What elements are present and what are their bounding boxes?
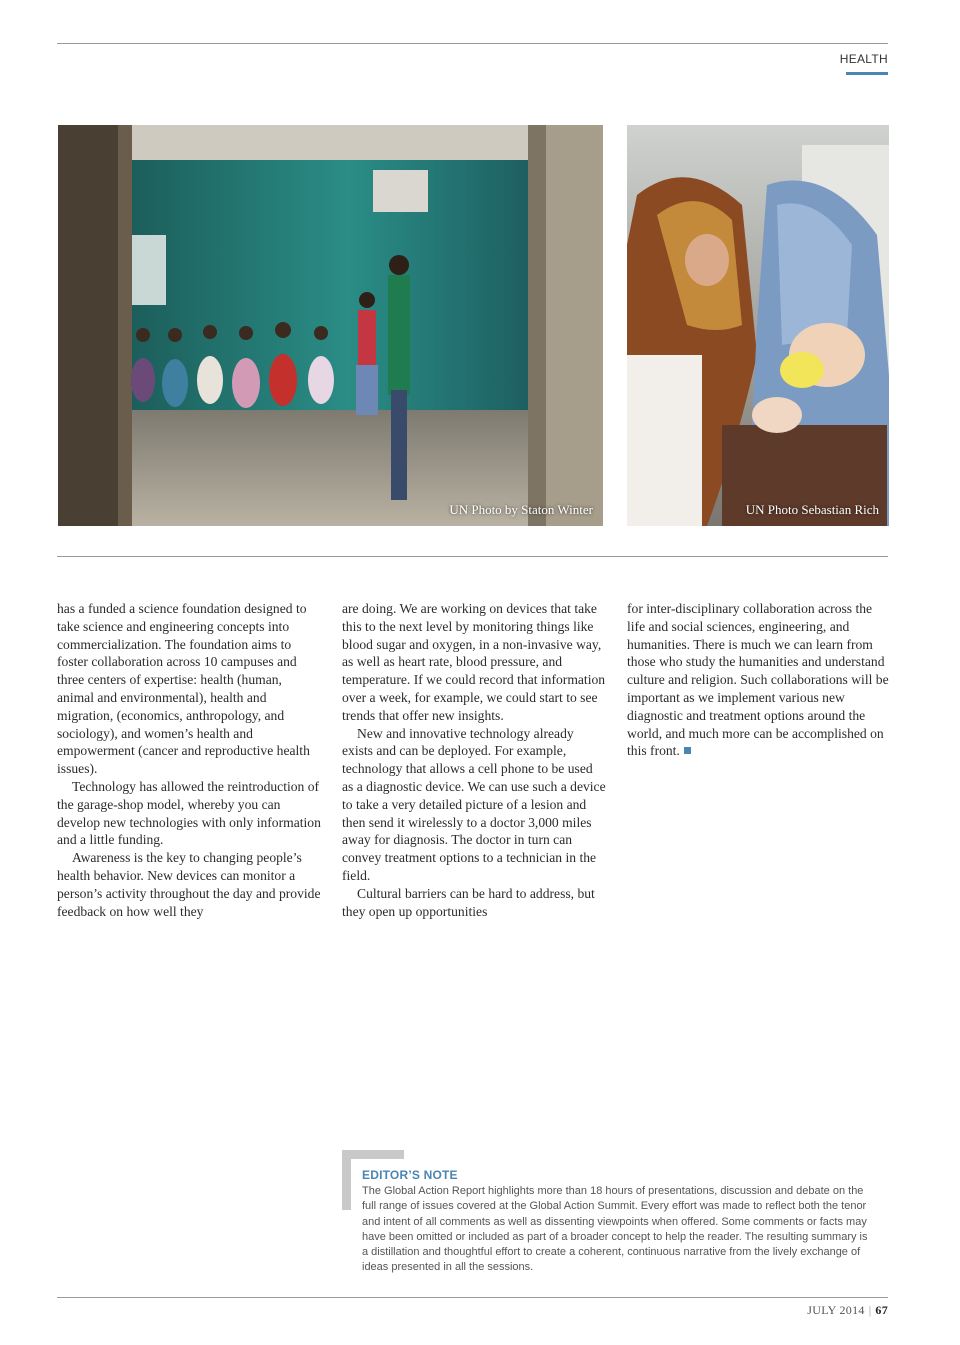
paragraph: Awareness is the key to changing people’s health behavior. New devices can monitor a person’s activity throughout the day and provide feedback on how well they: [57, 850, 321, 919]
vaccination-photo: [627, 125, 889, 526]
clinic-photo-illustration: [58, 125, 603, 526]
clinic-waiting-room-photo: [58, 125, 603, 526]
editors-note-body: The Global Action Report highlights more than 18 hours of presentations, discussion and debate on the full range of issues covered at the Global Action Summit. Every effort was made to reflect both the tenor and intent of all comments as well as dissenting viewpoints when offered. Some comments or facts may have been omitted or included as part of a broader concept to help the reader. The resulting summary is a distillation and thoughtful effort to create a coherent, continuous narrative from the lively exchange of ideas presented in all the sessions.: [362, 1185, 868, 1274]
article-column-2: [342, 600, 607, 920]
note-bracket-vertical: [342, 1150, 351, 1210]
note-bracket-horizontal: [342, 1150, 404, 1159]
article-column-1: [57, 600, 322, 920]
section-underline: [846, 72, 888, 75]
article-column-3: [627, 600, 892, 760]
footer-rule: [57, 1297, 888, 1298]
page-footer: [807, 1303, 888, 1318]
paragraph: has a funded a science foundation designed to take science and engineering concepts into commercialization. The foundation aims to foster collaboration across 10 campuses and three centers of expertise: health (human, animal and environmental), health and migration, (economics, anthropology, and sociology), and women’s health and empowerment (cancer and reproductive health issues).: [57, 601, 310, 777]
end-of-article-mark: [684, 747, 691, 754]
photo-credit-left: UN Photo by Staton Winter: [449, 502, 593, 517]
section-label: HEALTH: [839, 52, 888, 66]
paragraph-text: for inter-disciplinary collaboration across the life and social sciences, engineering, and humanities. There is much we can learn from those who study the humanities and understand culture and religion. Such collaborations will be important as we implement various new diagnostic and treatment options around the world, and much more can be accomplished on this front.: [627, 601, 889, 759]
photo-credit-right: UN Photo Sebastian Rich: [745, 502, 879, 517]
top-rule: [57, 43, 888, 44]
paragraph: Cultural barriers can be hard to address, but they open up opportunities: [342, 885, 595, 919]
photo-bottom-rule: [57, 556, 888, 557]
vaccination-photo-illustration: [627, 125, 889, 526]
footer-separator: |: [868, 1303, 872, 1317]
issue-date: JULY 2014: [807, 1303, 865, 1317]
paragraph: [627, 600, 892, 760]
paragraph: Technology has allowed the reintroduction of the garage-shop model, whereby you can develop new technologies with only information and a little funding.: [57, 778, 321, 848]
editors-note-title: EDITOR’S NOTE: [362, 1168, 458, 1182]
paragraph: New and innovative technology already exists and can be deployed. For example, technology that allows a cell phone to be used as a diagnostic device. We can use such a device to take a very detailed picture of a lesion and then send it wirelessly to a doctor 3,000 miles away for diagnosis. The doctor in turn can convey treatment options to a technician in the field.: [342, 725, 606, 883]
page-number: 67: [875, 1303, 888, 1317]
paragraph: are doing. We are working on devices that take this to the next level by monitoring things like blood sugar and oxygen, in a non-invasive way, as well as heart rate, blood pressure, and temperature. If we could record that information over a week, for example, we could start to see trends that offer new insights.: [342, 601, 606, 723]
